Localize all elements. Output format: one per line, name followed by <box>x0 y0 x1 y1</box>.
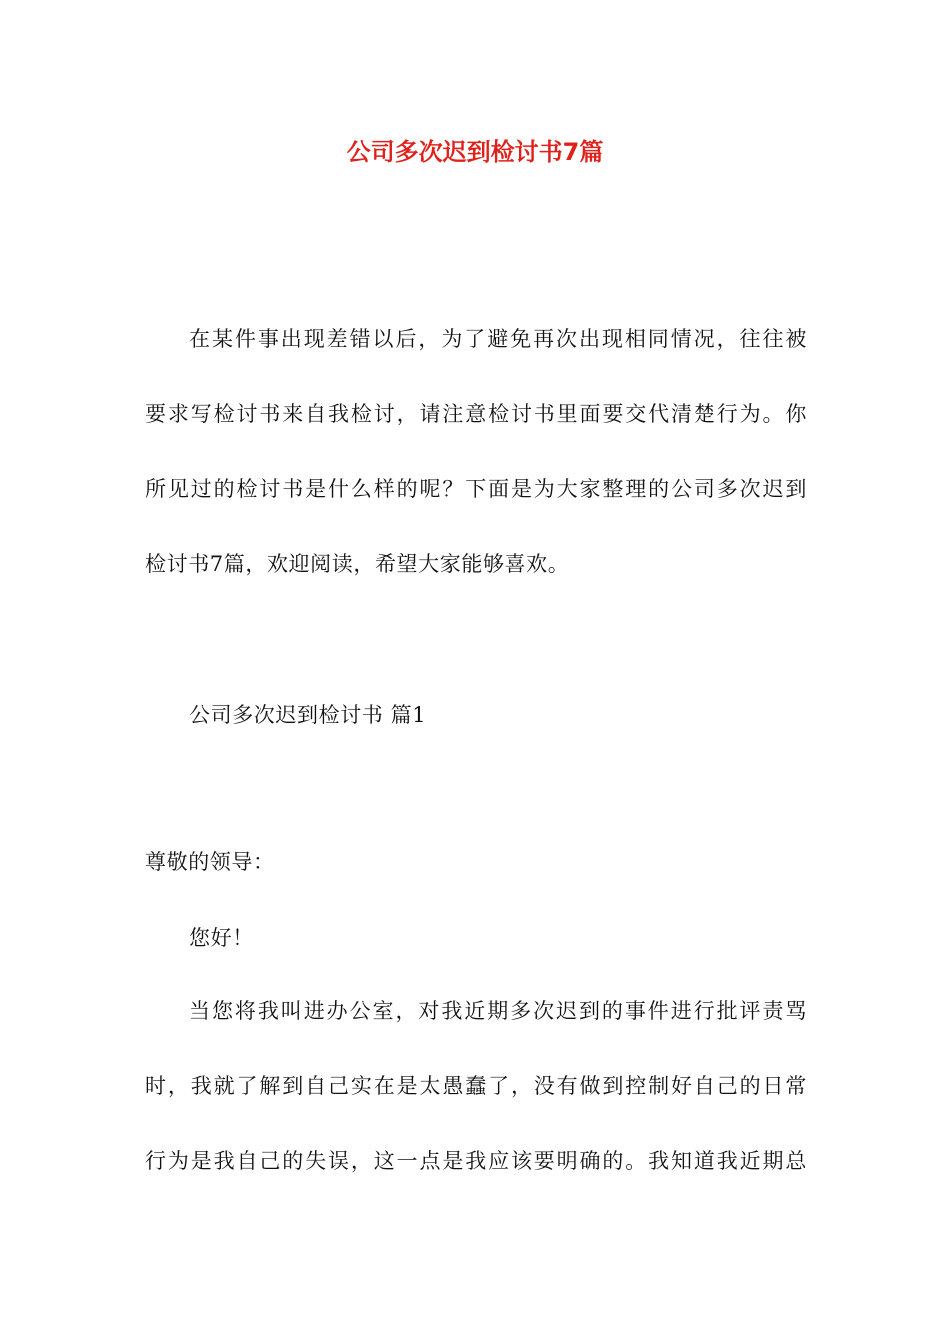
greeting: 您好！ <box>189 926 254 950</box>
body-line: 时，我就了解到自己实在是太愚蠢了，没有做到控制好自己的日常 <box>145 1074 807 1098</box>
body-line: 行为是我自己的失误，这一点是我应该要明确的。我知道我近期总 <box>145 1149 807 1173</box>
intro-line: 检讨书7篇，欢迎阅读，希望大家能够喜欢。 <box>145 552 570 576</box>
intro-line: 所见过的检讨书是什么样的呢？下面是为大家整理的公司多次迟到 <box>145 477 807 501</box>
intro-line: 要求写检讨书来自我检讨，请注意检讨书里面要交代清楚行为。你 <box>145 402 807 426</box>
document-title: 公司多次迟到检讨书7篇 <box>346 138 604 166</box>
section-heading: 公司多次迟到检讨书 篇1 <box>189 703 427 727</box>
intro-line: 在某件事出现差错以后，为了避免再次出现相同情况，往往被 <box>189 327 807 351</box>
body-line: 当您将我叫进办公室，对我近期多次迟到的事件进行批评责骂 <box>189 999 807 1023</box>
body-paragraph <box>145 974 807 1199</box>
intro-paragraph <box>145 302 807 602</box>
salutation: 尊敬的领导： <box>145 850 275 874</box>
